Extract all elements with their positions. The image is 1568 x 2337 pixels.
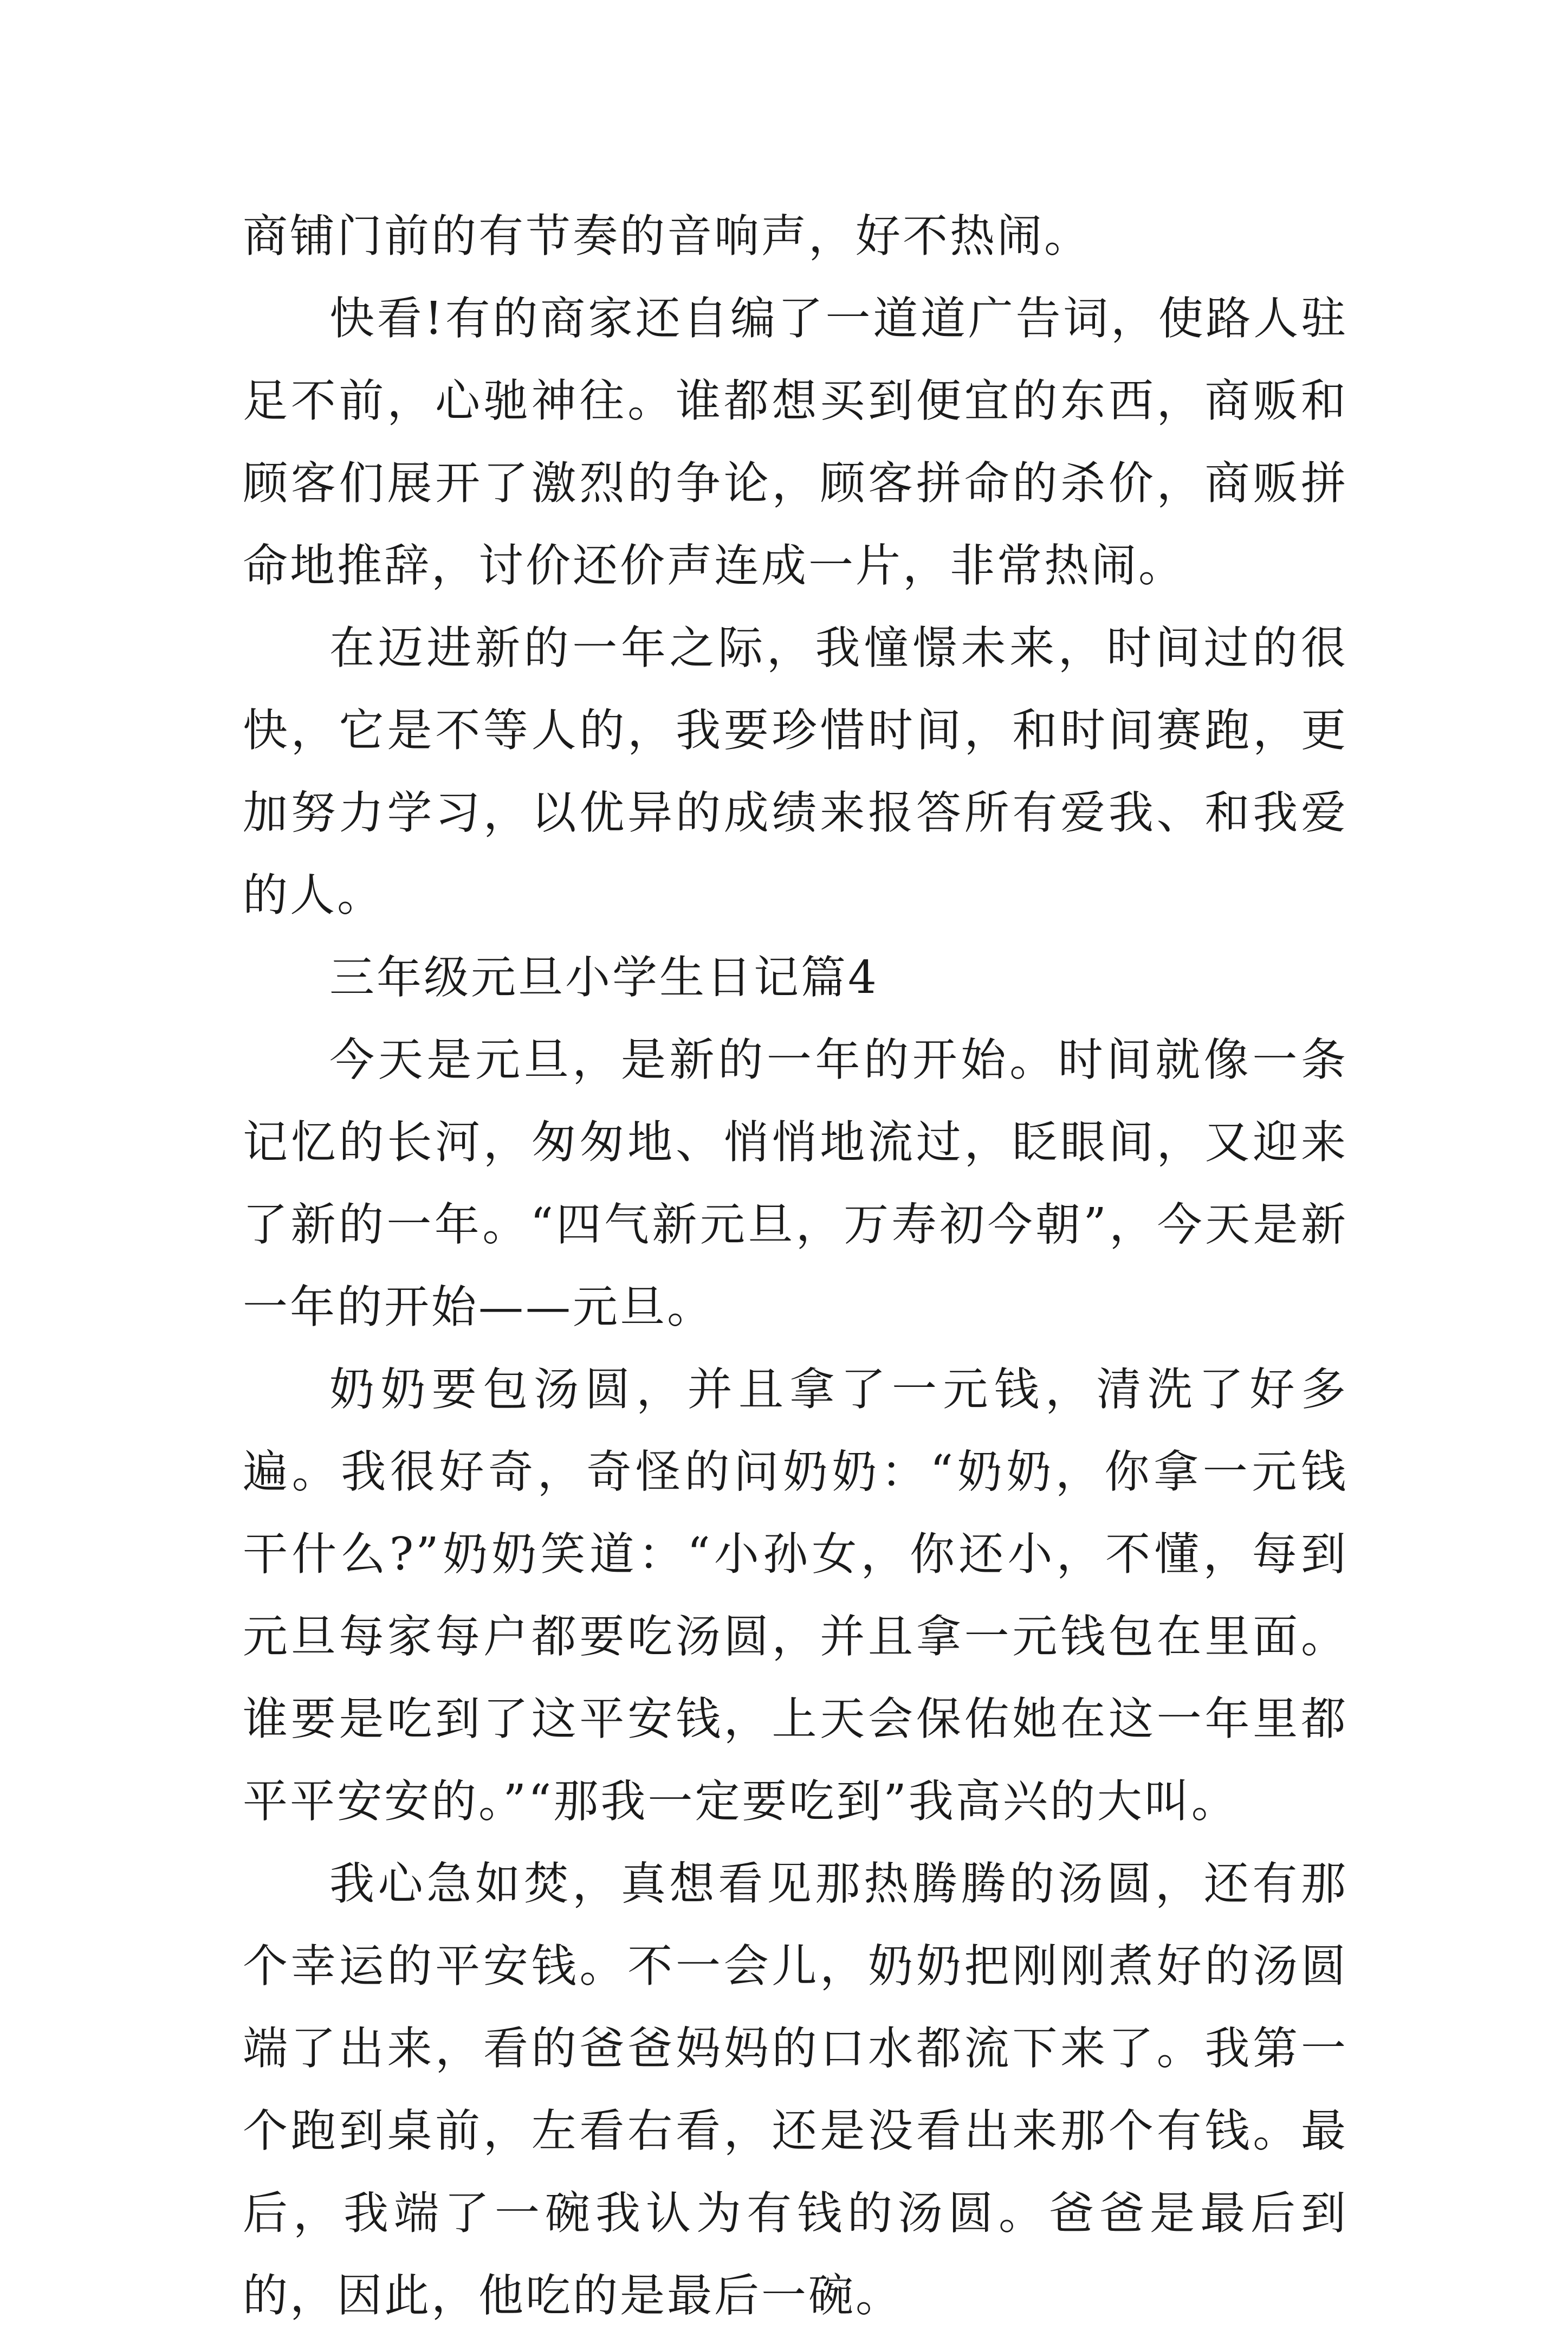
paragraph-continuation: 商铺门前的有节奏的音响声，好不热闹。 [243, 210, 1091, 262]
section-heading: 三年级元旦小学生日记篇4 [329, 951, 879, 1004]
paragraph-new-year-day: 今天是元旦，是新的一年的开始。时间就像一条记忆的长河，匆匆地、悄悄地流过，眨眼间，又迎来了新的一年。“四气新元旦，万寿初今朝”，今天是新一年的开始——元旦。 [243, 1034, 1348, 1333]
paragraph-new-year-resolve: 在迈进新的一年之际，我憧憬未来，时间过的很快，它是不等人的，我要珍惜时间，和时间赛跑，更加努力学习，以优异的成绩来报答所有爱我、和我爱的人。 [243, 622, 1348, 921]
body-text [243, 195, 1348, 2337]
paragraph-grandma-dumplings: 奶奶要包汤圆，并且拿了一元钱，清洗了好多遍。我很好奇，奇怪的问奶奶：“奶奶，你拿一元钱干什么?”奶奶笑道：“小孙女，你还小，不懂，每到元旦每家每户都要吃汤圆，并且拿一元钱包在里面。谁要是吃到了这平安钱，上天会保佑她在这一年里都平平安安的。”“那我一定要吃到”我高兴的大叫。 [243, 1363, 1348, 1828]
paragraph-advertising: 快看!有的商家还自编了一道道广告词，使路人驻足不前，心驰神往。谁都想买到便宜的东西，商贩和顾客们展开了激烈的争论，顾客拼命的杀价，商贩拼命地推辞，讨价还价声连成一片，非常热闹。 [243, 292, 1348, 592]
paragraph-lucky-coin: 我心急如焚，真想看见那热腾腾的汤圆，还有那个幸运的平安钱。不一会儿，奶奶把刚刚煮好的汤圆端了出来，看的爸爸妈妈的口水都流下来了。我第一个跑到桌前，左看右看，还是没看出来那个有钱。最后，我端了一碗我认为有钱的汤圆。爸爸是最后到的，因此，他吃的是最后一碗。 [243, 1857, 1348, 2322]
